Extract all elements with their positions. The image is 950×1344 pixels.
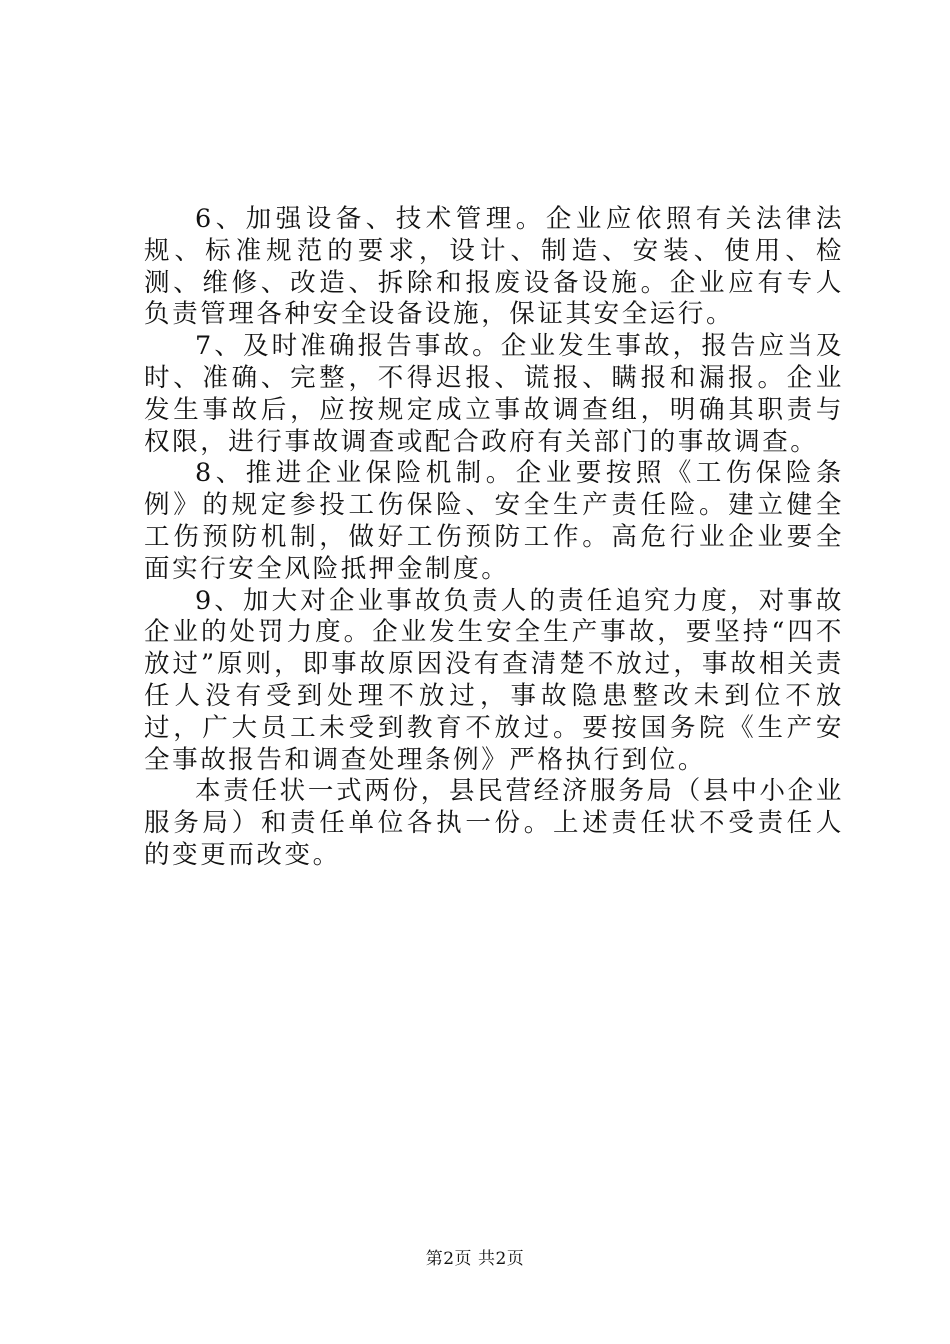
page-number-footer: 第2页 共2页 [425,1249,525,1269]
paragraph-accountability: 9、加大对企业事故负责人的责任追究力度，对事故企业的处罚力度。企业发生安全生产事故，要坚持“四不放过”原则，即事故原因没有查清楚不放过，事故相关责任人没有受到处理不放过，事故隐患整改未到位不放过，广大员工未受到教育不放过。要按国务院《生产安全事故报告和调查处理条例》严格执行到位。 [144,585,844,775]
paragraph-accident-reporting: 7、及时准确报告事故。企业发生事故，报告应当及时、准确、完整，不得迟报、谎报、瞒报和漏报。企业发生事故后，应按规定成立事故调查组，明确其职责与权限，进行事故调查或配合政府有关部门的事故调查。 [144,331,844,457]
paragraph-insurance-mechanism: 8、推进企业保险机制。企业要按照《工伤保险条例》的规定参投工伤保险、安全生产责任险。建立健全工伤预防机制，做好工伤预防工作。高危行业企业要全面实行安全风险抵押金制度。 [144,458,844,584]
paragraph-equipment-management: 6、加强设备、技术管理。企业应依照有关法律法规、标准规范的要求，设计、制造、安装、使用、检测、维修、改造、拆除和报废设备设施。企业应有专人负责管理各种安全设备设施，保证其安全运行。 [144,204,844,330]
paragraph-closing-statement: 本责任状一式两份，县民营经济服务局（县中小企业服务局）和责任单位各执一份。上述责任状不受责任人的变更而改变。 [144,776,844,870]
document-body [144,204,844,872]
